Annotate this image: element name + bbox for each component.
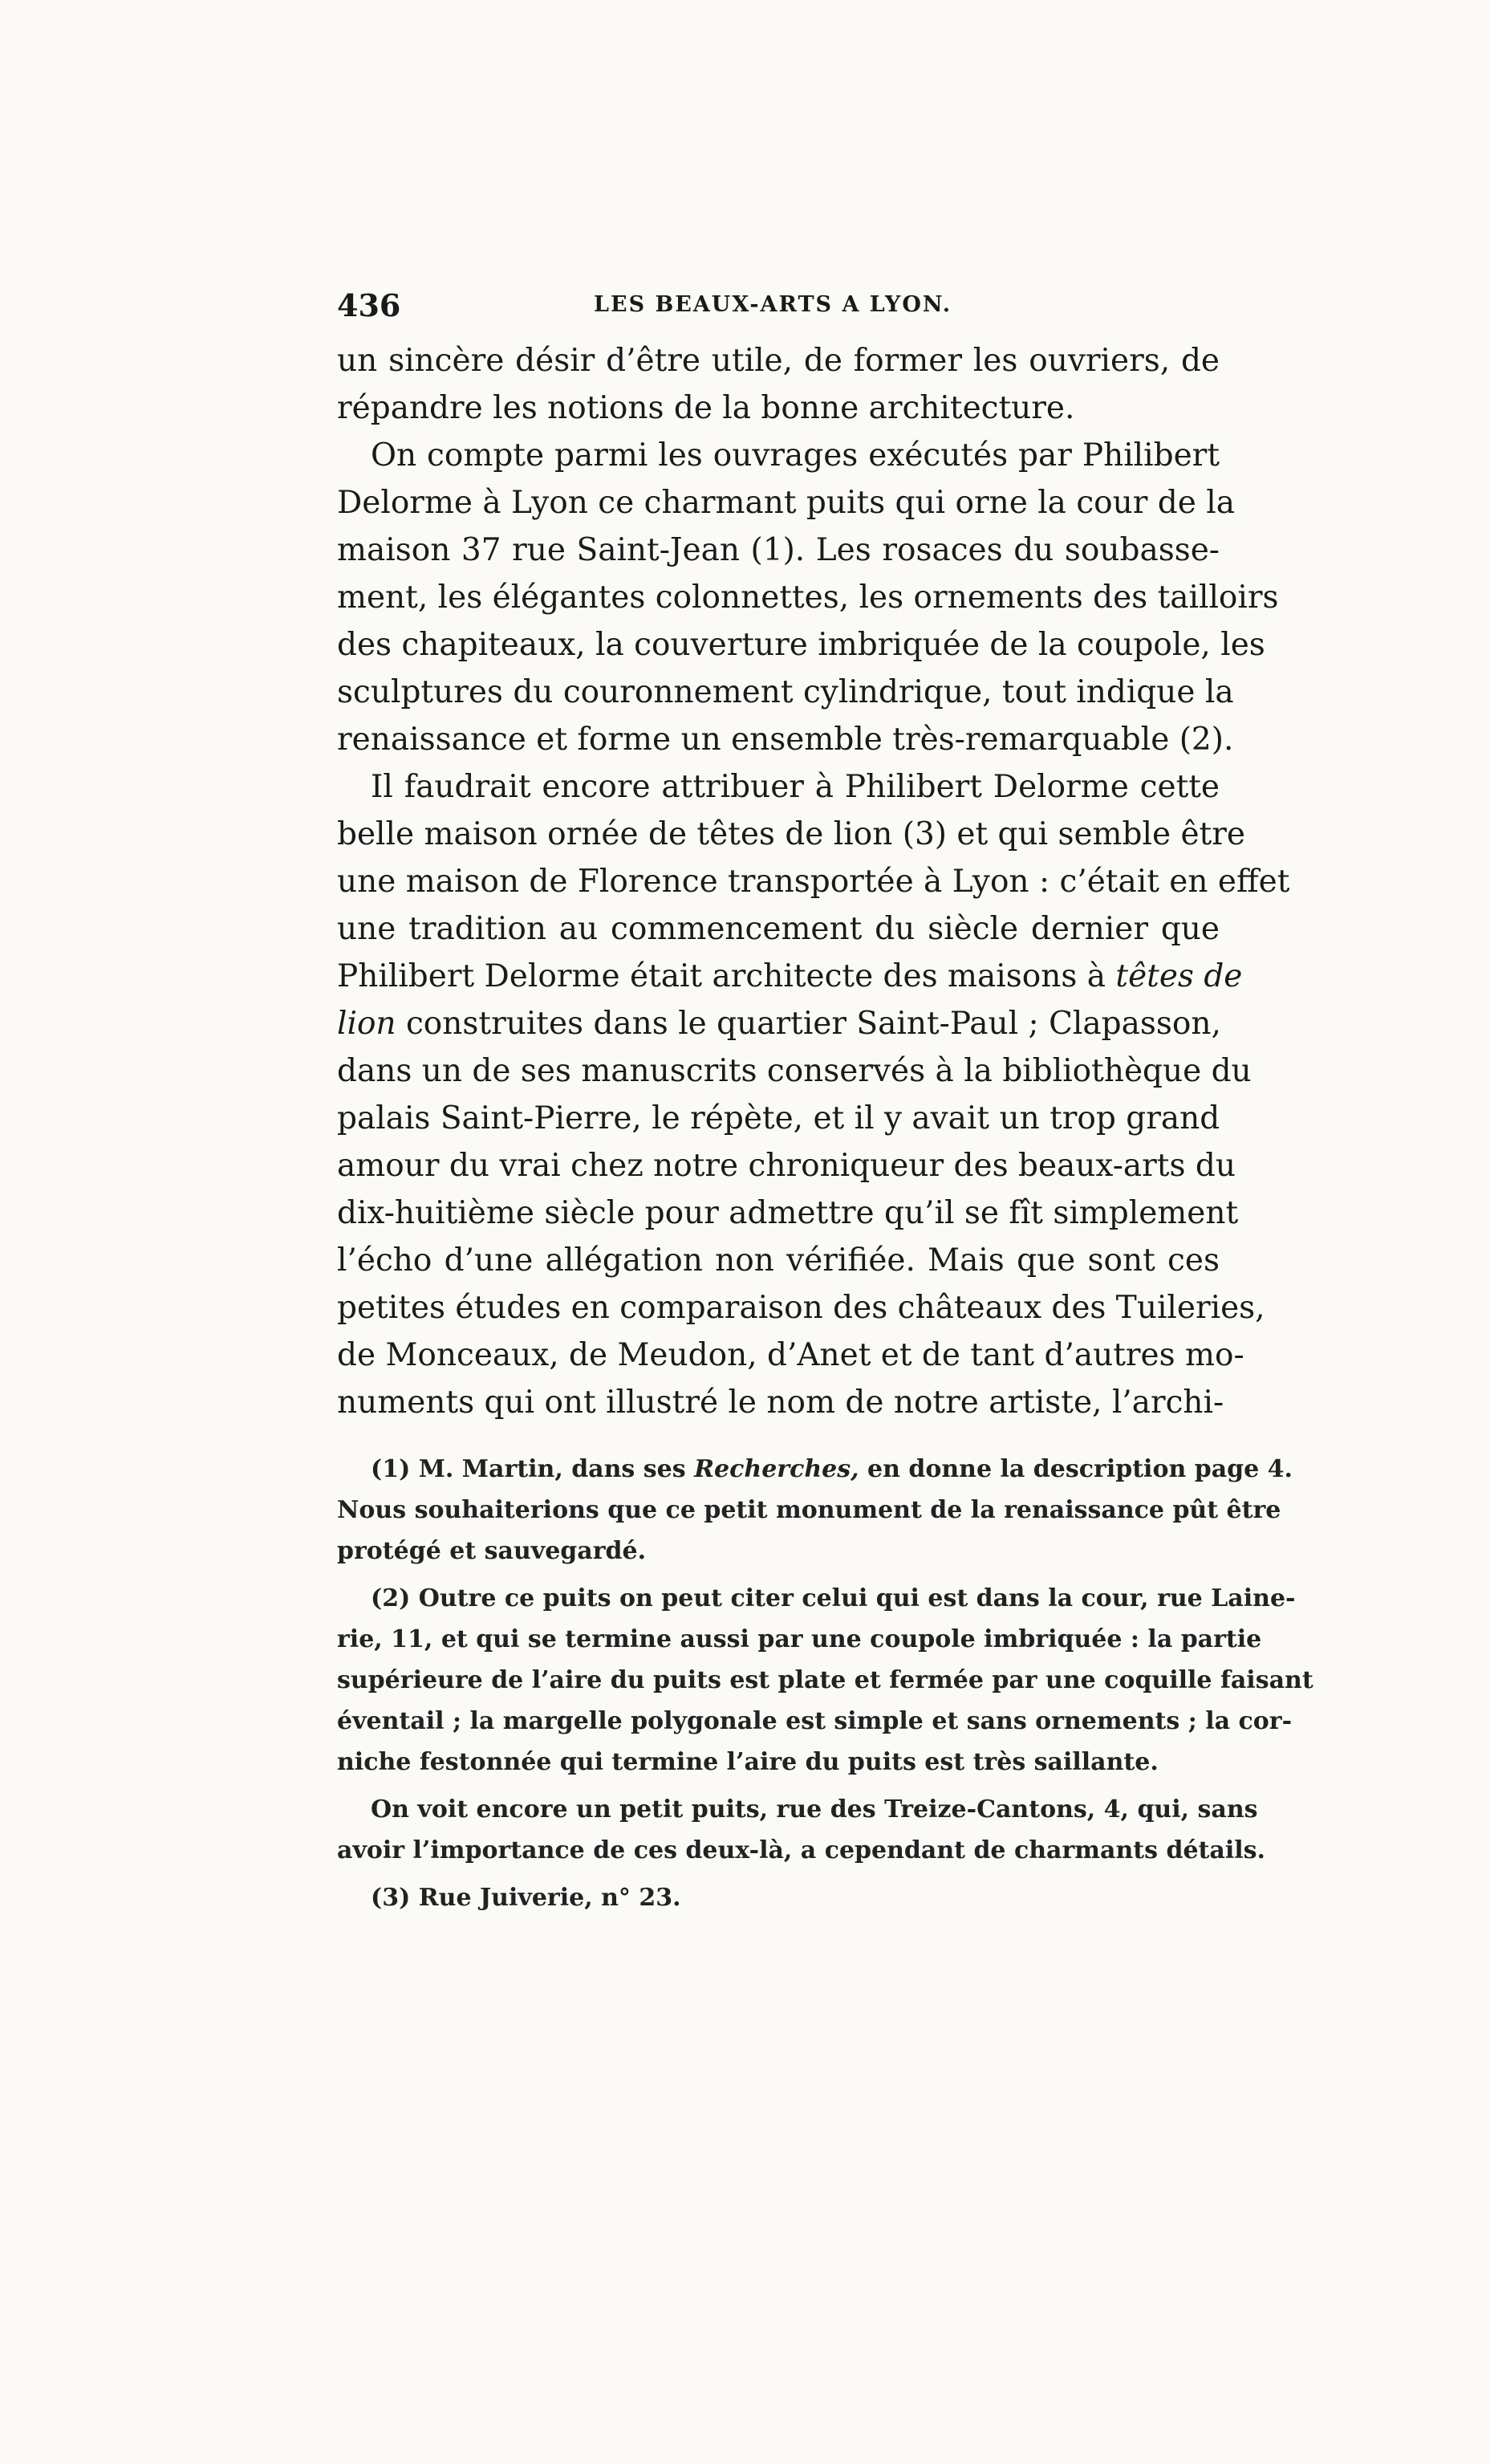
text-line: une maison de Florence transportée à Lyon : c’était en effet xyxy=(337,864,1290,900)
text-line: l’écho d’une allégation non vérifiée. Mais que sont ces xyxy=(337,1242,1220,1279)
text-segment: (1) M. Martin, dans ses xyxy=(371,1455,695,1483)
text-line: un sincère désir d’être utile, de former les ouvriers, de xyxy=(337,343,1220,379)
footnote-line: supérieure de l’aire du puits est plate et fermée par une coquille faisant xyxy=(337,1666,1313,1694)
text-line: ment, les élégantes colonnettes, les ornements des tailloirs xyxy=(337,579,1279,616)
text-line xyxy=(337,953,1243,1000)
running-title: LES BEAUX-ARTS A LYON. xyxy=(594,292,952,317)
text-line xyxy=(337,1000,1220,1047)
footnote-line: avoir l’importance de ces deux-là, a cependant de charmants détails. xyxy=(337,1836,1265,1864)
text-line: belle maison ornée de têtes de lion (3) et qui semble être xyxy=(337,816,1245,852)
text-line: maison 37 rue Saint-Jean (1). Les rosaces du soubasse- xyxy=(337,532,1220,568)
text-line: palais Saint-Pierre, le répète, et il y avait un trop grand xyxy=(337,1100,1220,1136)
text-segment: en donne la description page 4. xyxy=(859,1455,1293,1483)
text-line: sculptures du couronnement cylindrique, tout indique la xyxy=(337,674,1234,710)
text-line: Il faudrait encore attribuer à Philibert Delorme cette xyxy=(371,769,1220,805)
footnote-line xyxy=(337,1449,1293,1490)
footnote-line: (3) Rue Juiverie, n° 23. xyxy=(371,1884,681,1912)
italic-text: têtes de xyxy=(1115,958,1243,994)
text-line: renaissance et forme un ensemble très-remarquable (2). xyxy=(337,722,1234,758)
body-text xyxy=(337,337,1290,1426)
footnote-line: protégé et sauvegardé. xyxy=(337,1537,647,1565)
footnote-line: On voit encore un petit puits, rue des Treize-Cantons, 4, qui, sans xyxy=(371,1795,1258,1824)
text-line: On compte parmi les ouvrages exécutés par Philibert xyxy=(371,437,1220,474)
italic-text: Recherches, xyxy=(694,1455,859,1483)
footnote-line: niche festonnée qui termine l’aire du puits est très saillante. xyxy=(337,1748,1159,1776)
page-number: 436 xyxy=(337,287,401,323)
page-header xyxy=(337,287,1252,335)
text-segment: Philibert Delorme était architecte des maisons à xyxy=(337,958,1116,994)
footnote-line: Nous souhaiterions que ce petit monument de la renaissance pût être xyxy=(337,1496,1281,1524)
footnote-line: (2) Outre ce puits on peut citer celui qui est dans la cour, rue Laine- xyxy=(371,1584,1296,1612)
italic-text: lion xyxy=(337,1006,396,1042)
text-line: dix-huitième siècle pour admettre qu’il se fît simplement xyxy=(337,1195,1239,1231)
text-line: une tradition au commencement du siècle dernier que xyxy=(337,911,1220,947)
text-line: Delorme à Lyon ce charmant puits qui orne la cour de la xyxy=(337,485,1235,521)
text-line: petites études en comparaison des châteaux des Tuileries, xyxy=(337,1290,1265,1326)
text-line: dans un de ses manuscrits conservés à la bibliothèque du xyxy=(337,1053,1252,1089)
text-line: amour du vrai chez notre chroniqueur des beaux-arts du xyxy=(337,1148,1236,1184)
text-segment: construites dans le quartier Saint-Paul ; Clapasson, xyxy=(396,1006,1221,1042)
text-line: numents qui ont illustré le nom de notre artiste, l’archi- xyxy=(337,1384,1224,1421)
text-line: des chapiteaux, la couverture imbriquée de la coupole, les xyxy=(337,627,1265,663)
footnote-line: rie, 11, et qui se termine aussi par une coupole imbriquée : la partie xyxy=(337,1625,1262,1653)
text-line: répandre les notions de la bonne architecture. xyxy=(337,390,1075,426)
text-line: de Monceaux, de Meudon, d’Anet et de tant d’autres mo- xyxy=(337,1337,1244,1373)
footnotes xyxy=(337,1449,1313,1918)
footnote-line: éventail ; la margelle polygonale est simple et sans ornements ; la cor- xyxy=(337,1707,1293,1735)
